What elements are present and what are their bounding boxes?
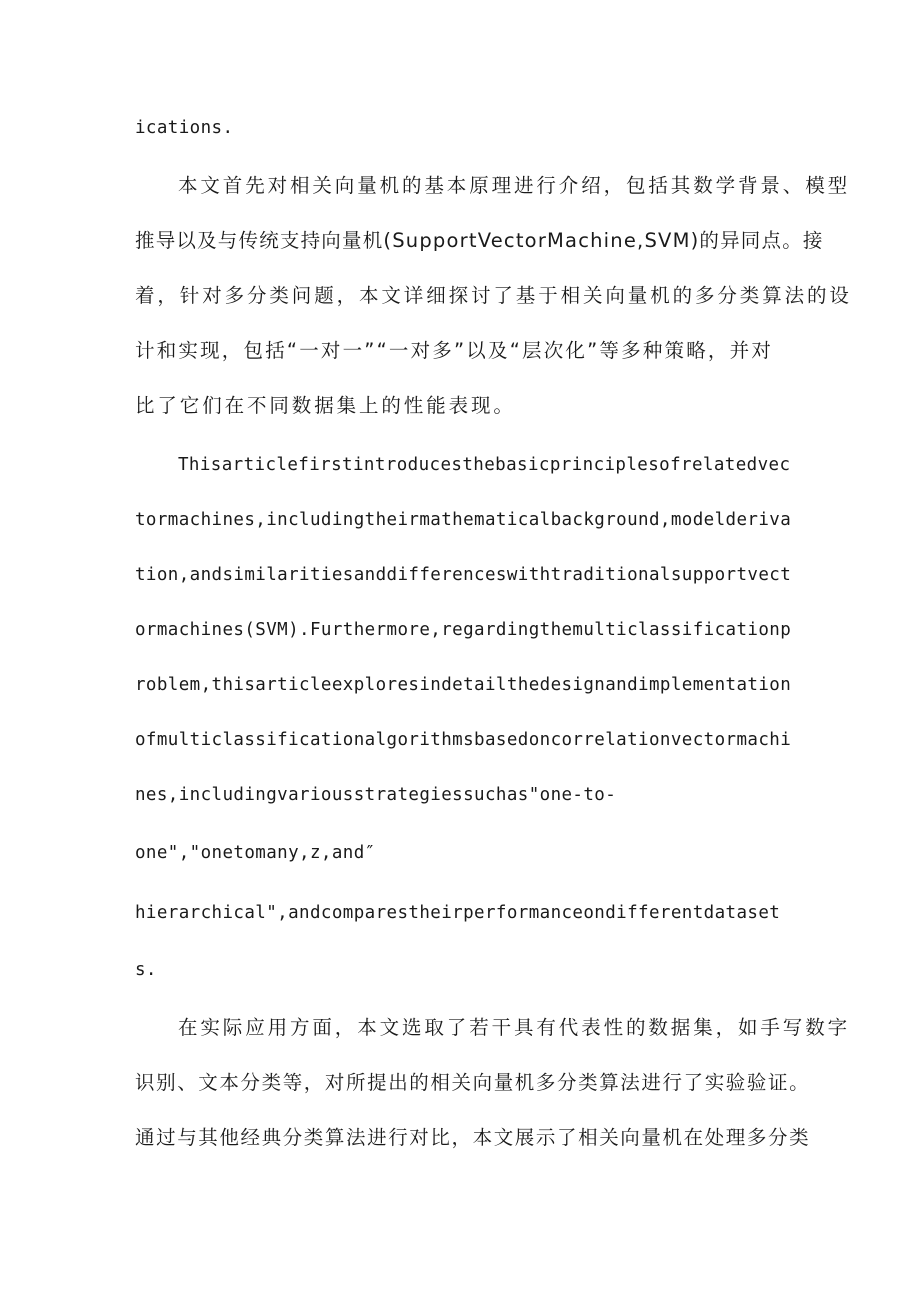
paragraph-line: tormachines,includingtheirmathematicalbackground,modelderiva — [135, 510, 792, 530]
paragraph-line: 推导以及与传统支持向量机(SupportVectorMachine,SVM)的异同点。接 — [135, 229, 824, 252]
paragraph-line: tion,andsimilaritiesanddifferenceswithtraditionalsupportvect — [135, 565, 792, 585]
paragraph-line: hierarchical",andcomparestheirperformanceondifferentdataset — [135, 903, 781, 923]
paragraph-line: 识别、文本分类等，对所提出的相关向量机多分类算法进行了实验验证。 — [135, 1071, 811, 1094]
paragraph-line: 着，针对多分类问题，本文详细探讨了基于相关向量机的多分类算法的设 — [135, 284, 852, 307]
paragraph-line: 计和实现，包括“一对一”“一对多”以及“层次化”等多种策略，并对 — [135, 339, 774, 362]
paragraph-line: ormachines(SVM).Furthermore,regardingthemulticlassificationp — [135, 620, 792, 640]
paragraph-line: s. — [135, 960, 157, 980]
paragraph-line: ications. — [135, 118, 234, 138]
paragraph-line: one","onetomany,z,and″ — [135, 843, 376, 863]
paragraph-line: 在实际应用方面，本文选取了若干具有代表性的数据集，如手写数字 — [178, 1016, 851, 1039]
paragraph-line: 本文首先对相关向量机的基本原理进行介绍，包括其数学背景、模型 — [178, 174, 851, 197]
paragraph-line: 比了它们在不同数据集上的性能表现。 — [135, 394, 516, 417]
paragraph-line: nes,includingvariousstrategiessuchas"one-to- — [135, 785, 617, 805]
paragraph-line: roblem,thisarticleexploresindetailthedesignandimplementation — [135, 675, 792, 695]
paragraph-line: Thisarticlefirstintroducesthebasicprinciplesofrelatedvec — [178, 455, 791, 475]
paragraph-line: ofmulticlassificationalgorithmsbasedoncorrelationvectormachi — [135, 730, 792, 750]
paragraph-line: 通过与其他经典分类算法进行对比，本文展示了相关向量机在处理多分类 — [135, 1126, 811, 1149]
